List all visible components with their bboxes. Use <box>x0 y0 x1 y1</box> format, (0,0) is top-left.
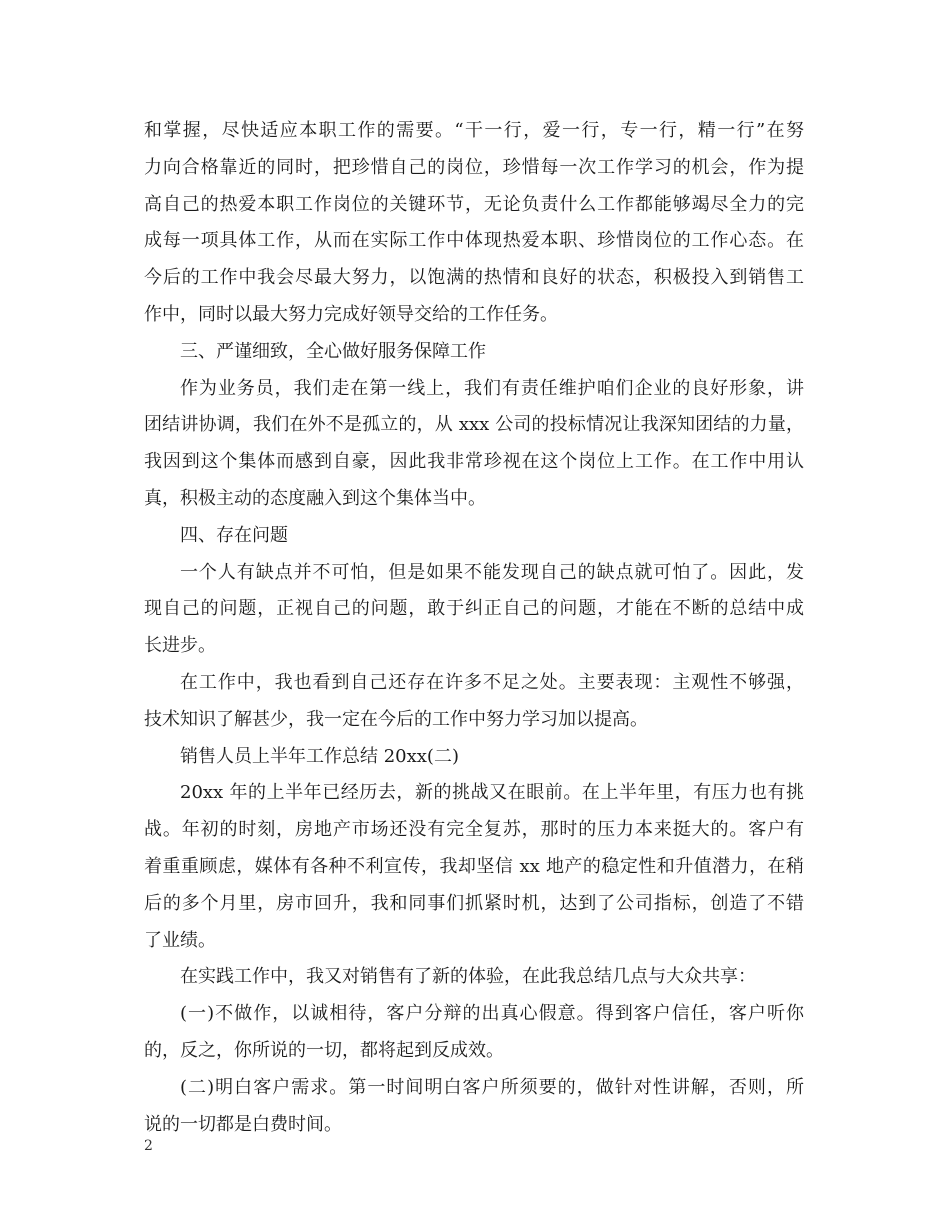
text-line: (二)明白客户需求。第一时间明白客户所须要的，做针对性讲解，否则，所 <box>180 1076 804 1098</box>
text-line: 高自己的热爱本职工作岗位的关键环节，无论负责什么工作都能够竭尽全力的完 <box>144 193 804 215</box>
text-line: 着重重顾虑，媒体有各种不利宣传，我却坚信 xx 地产的稳定性和升值潜力，在稍 <box>144 855 804 877</box>
text-line: 团结讲协调，我们在外不是孤立的，从 xxx 公司的投标情况让我深知团结的力量， <box>144 414 804 436</box>
document-body <box>144 113 804 1143</box>
text-line: 和掌握，尽快适应本职工作的需要。“干一行，爱一行，专一行，精一行”在努 <box>144 120 804 141</box>
text-line: 长进步。 <box>144 635 216 657</box>
text-line: 技术知识了解甚少，我一定在今后的工作中努力学习加以提高。 <box>144 708 648 730</box>
text-line: 20xx 年的上半年已经历去，新的挑战又在眼前。在上半年里，有压力也有挑 <box>180 782 804 804</box>
text-line: 战。年初的时刻，房地产市场还没有完全复苏，那时的压力本来挺大的。客户有 <box>144 819 804 841</box>
text-line: 作中，同时以最大努力完成好领导交给的工作任务。 <box>144 303 558 325</box>
text-line: 现自己的问题，正视自己的问题，敢于纠正自己的问题，才能在不断的总结中成 <box>144 598 804 620</box>
text-line: 力向合格靠近的同时，把珍惜自己的岗位，珍惜每一次工作学习的机会，作为提 <box>144 156 804 178</box>
text-line: 一个人有缺点并不可怕，但是如果不能发现自己的缺点就可怕了。因此，发 <box>180 561 804 583</box>
text-line: 我因到这个集体而感到自豪，因此我非常珍视在这个岗位上工作。在工作中用认 <box>144 451 804 473</box>
page-number: 2 <box>144 1138 153 1154</box>
text-line: 真，积极主动的态度融入到这个集体当中。 <box>144 487 486 509</box>
text-line: 后的多个月里，房市回升，我和同事们抓紧时机，达到了公司指标，创造了不错 <box>144 892 804 914</box>
text-line: 销售人员上半年工作总结 20xx(二) <box>180 745 459 767</box>
text-line: 说的一切都是白费时间。 <box>144 1113 342 1135</box>
text-line: 成每一项具体工作，从而在实际工作中体现热爱本职、珍惜岗位的工作心态。在 <box>144 230 804 252</box>
text-line: 作为业务员，我们走在第一线上，我们有责任维护咱们企业的良好形象，讲 <box>180 377 804 399</box>
text-line: 在工作中，我也看到自己还存在许多不足之处。主要表现：主观性不够强， <box>180 671 804 693</box>
text-line: 了业绩。 <box>144 929 216 951</box>
text-line: 今后的工作中我会尽最大努力，以饱满的热情和良好的状态，积极投入到销售工 <box>144 267 804 289</box>
text-line: 在实践工作中，我又对销售有了新的体验，在此我总结几点与大众共享： <box>180 966 756 988</box>
text-line: 四、存在问题 <box>180 524 288 546</box>
text-line: (一)不做作，以诚相待，客户分辩的出真心假意。得到客户信任，客户听你 <box>180 1003 804 1025</box>
text-line: 的，反之，你所说的一切，都将起到反成效。 <box>144 1039 504 1061</box>
text-line: 三、严谨细致，全心做好服务保障工作 <box>180 340 486 362</box>
